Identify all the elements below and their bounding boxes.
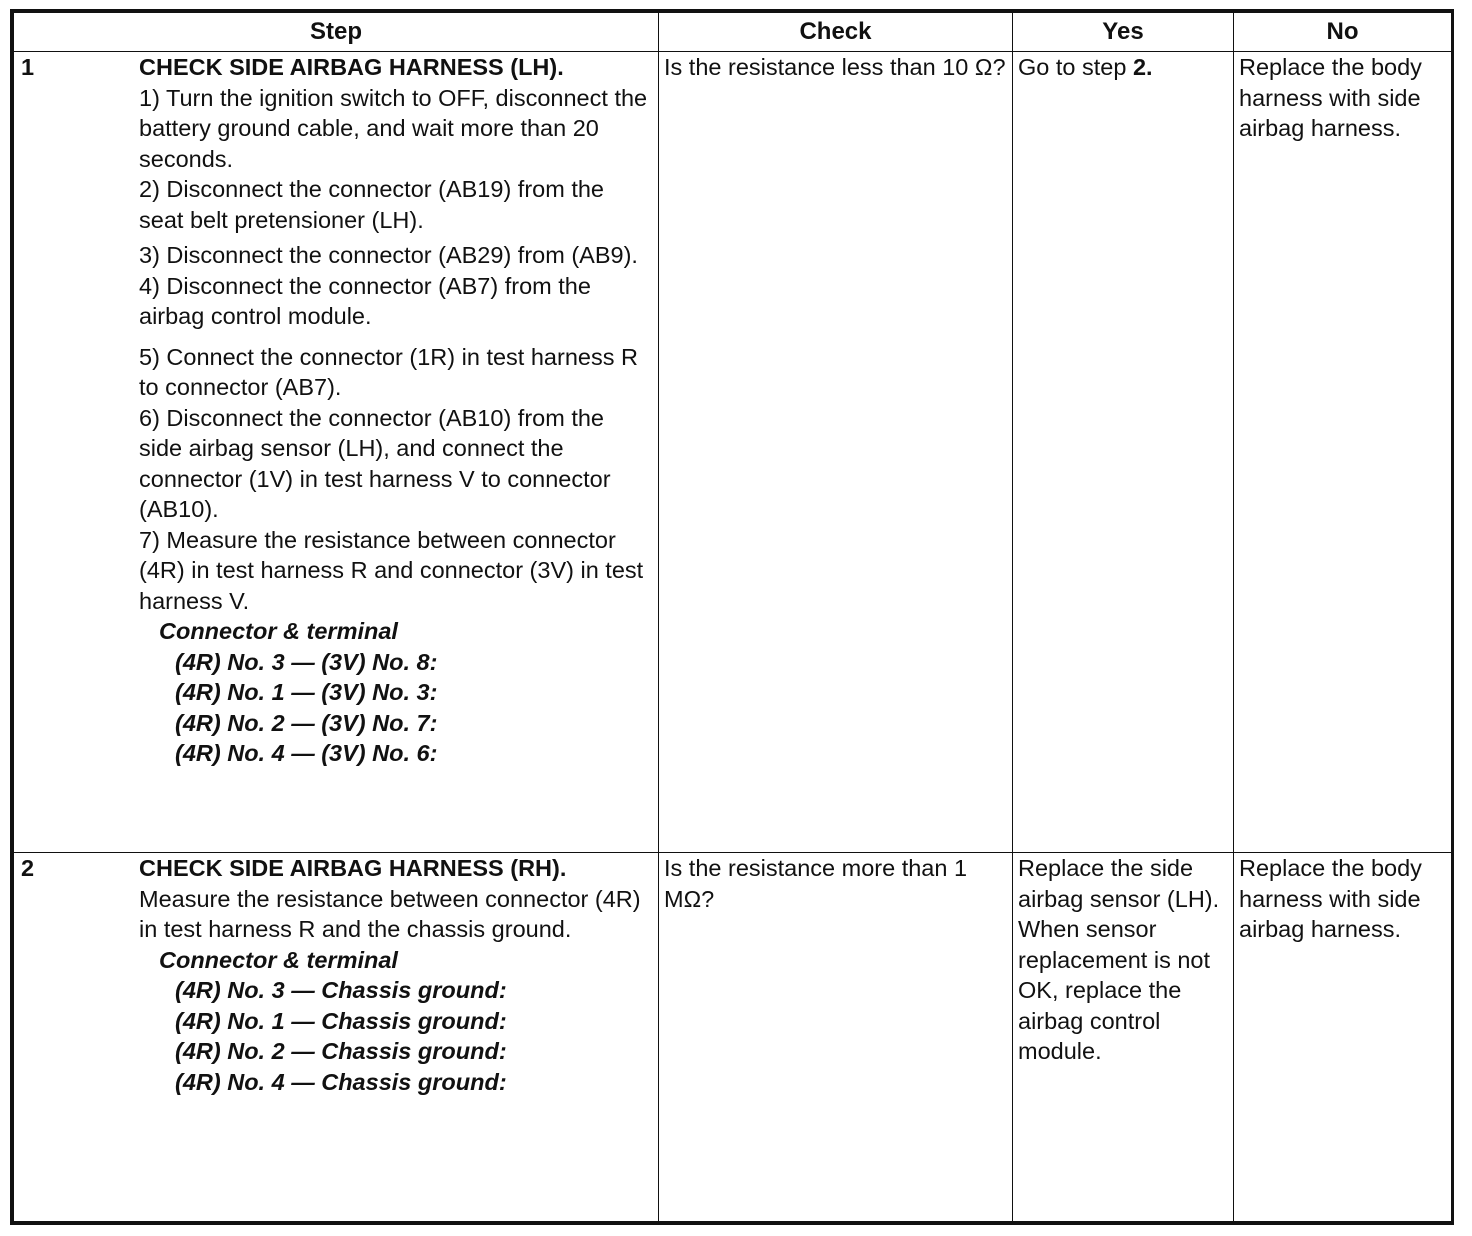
step-instruction: 2) Disconnect the connector (AB19) from the seat belt pretensioner (LH). <box>139 176 604 233</box>
check-cell <box>659 853 1013 1222</box>
table-row <box>14 853 1452 1222</box>
header-check: Check <box>659 13 1013 52</box>
step-instruction: Measure the resistance between connector (4R) in test harness R and the chassis ground. <box>139 885 641 942</box>
step-instruction: 4) Disconnect the connector (AB7) from the airbag control module. <box>139 272 591 329</box>
no-text: Replace the body harness with side airbag harness. <box>1239 54 1422 141</box>
no-cell <box>1234 853 1452 1222</box>
yes-cell <box>1013 853 1234 1222</box>
yes-text: Go to step <box>1018 54 1133 80</box>
yes-step-link: 2. <box>1132 54 1153 80</box>
connector-heading: Connector & terminal <box>159 618 398 644</box>
no-cell <box>1234 52 1452 853</box>
diagnostic-table <box>13 12 1452 1222</box>
connector-terminal-line: (4R) No. 4 — (3V) No. 6: <box>175 740 438 766</box>
header-no: No <box>1234 13 1452 52</box>
connector-terminal-line: (4R) No. 4 — Chassis ground: <box>175 1068 507 1095</box>
connector-terminal-line: (4R) No. 3 — Chassis ground: <box>175 977 507 1003</box>
step-instruction: 5) Connect the connector (1R) in test harness R to connector (AB7). <box>139 343 638 400</box>
step-cell <box>14 853 659 1222</box>
step-instruction: 7) Measure the resistance between connector (4R) in test harness R and connector (3V) in test harness V. <box>139 526 644 614</box>
connector-terminal-line: (4R) No. 2 — Chassis ground: <box>175 1038 507 1064</box>
step-cell <box>14 52 659 853</box>
header-yes: Yes <box>1013 13 1234 52</box>
check-text: Is the resistance more than 1 MΩ? <box>664 855 968 912</box>
yes-text: Replace the side airbag sensor (LH). When sensor replacement is not OK, replace the airbag control module. <box>1018 855 1220 1064</box>
connector-terminal-line: (4R) No. 1 — (3V) No. 3: <box>175 679 438 705</box>
step-title: CHECK SIDE AIRBAG HARNESS (RH). <box>139 855 567 881</box>
connector-terminal-line: (4R) No. 1 — Chassis ground: <box>175 1007 507 1034</box>
step-number: 2 <box>21 855 35 881</box>
step-number: 1 <box>21 54 35 80</box>
step-title: CHECK SIDE AIRBAG HARNESS (LH). <box>139 54 564 80</box>
table-header-row <box>14 13 1452 52</box>
check-cell <box>659 52 1013 853</box>
table-row <box>14 52 1452 853</box>
step-instruction: 1) Turn the ignition switch to OFF, disconnect the battery ground cable, and wait more than 20 seconds. <box>139 84 648 172</box>
step-instruction: 3) Disconnect the connector (AB29) from (AB9). <box>139 242 638 268</box>
connector-terminal-line: (4R) No. 2 — (3V) No. 7: <box>175 709 438 736</box>
diagnostic-table-frame <box>10 9 1454 1225</box>
header-step: Step <box>14 13 659 52</box>
connector-terminal-line: (4R) No. 3 — (3V) No. 8: <box>175 648 438 675</box>
no-text: Replace the body harness with side airbag harness. <box>1239 855 1422 942</box>
yes-cell <box>1013 52 1234 853</box>
check-text: Is the resistance less than 10 Ω? <box>664 54 1006 80</box>
connector-heading: Connector & terminal <box>159 946 398 973</box>
step-instruction: 6) Disconnect the connector (AB10) from the side airbag sensor (LH), and connect the connector (1V) in test harness V to connector (AB10). <box>139 404 611 522</box>
